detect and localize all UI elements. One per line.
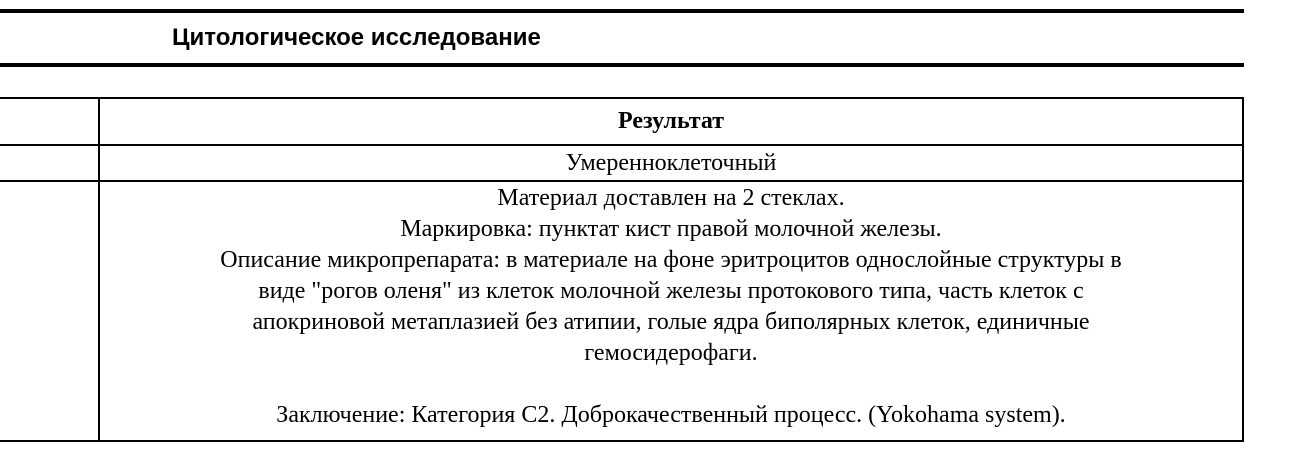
result-table	[0, 97, 1244, 442]
bottom-rule	[0, 63, 1244, 67]
description-line: Материал доставлен на 2 стеклах.	[497, 185, 845, 211]
description-line: апокриновой метаплазией без атипии, голые ядра биполярных клеток, единичные	[252, 309, 1090, 335]
description-line: Описание микропрепарата: в материале на фоне эритроцитов однослойные структуры в	[220, 247, 1122, 273]
description-line: виде "рогов оленя" из клеток молочной железы протокового типа, часть клеток с	[258, 278, 1084, 304]
description-line: гемосидерофаги.	[584, 340, 758, 366]
description-cell	[100, 182, 1242, 440]
blank-line	[100, 369, 1242, 400]
result-header: Результат	[617, 108, 725, 134]
top-rule	[0, 9, 1244, 13]
conclusion-text: Заключение: Категория С2. Доброкачественный процесс. (Yokohama system).	[276, 402, 1066, 428]
cellularity-value: Умеренноклеточный	[565, 150, 777, 176]
description-line: Маркировка: пунктат кист правой молочной железы.	[400, 216, 942, 242]
section-title: Цитологическое исследование	[172, 24, 541, 51]
